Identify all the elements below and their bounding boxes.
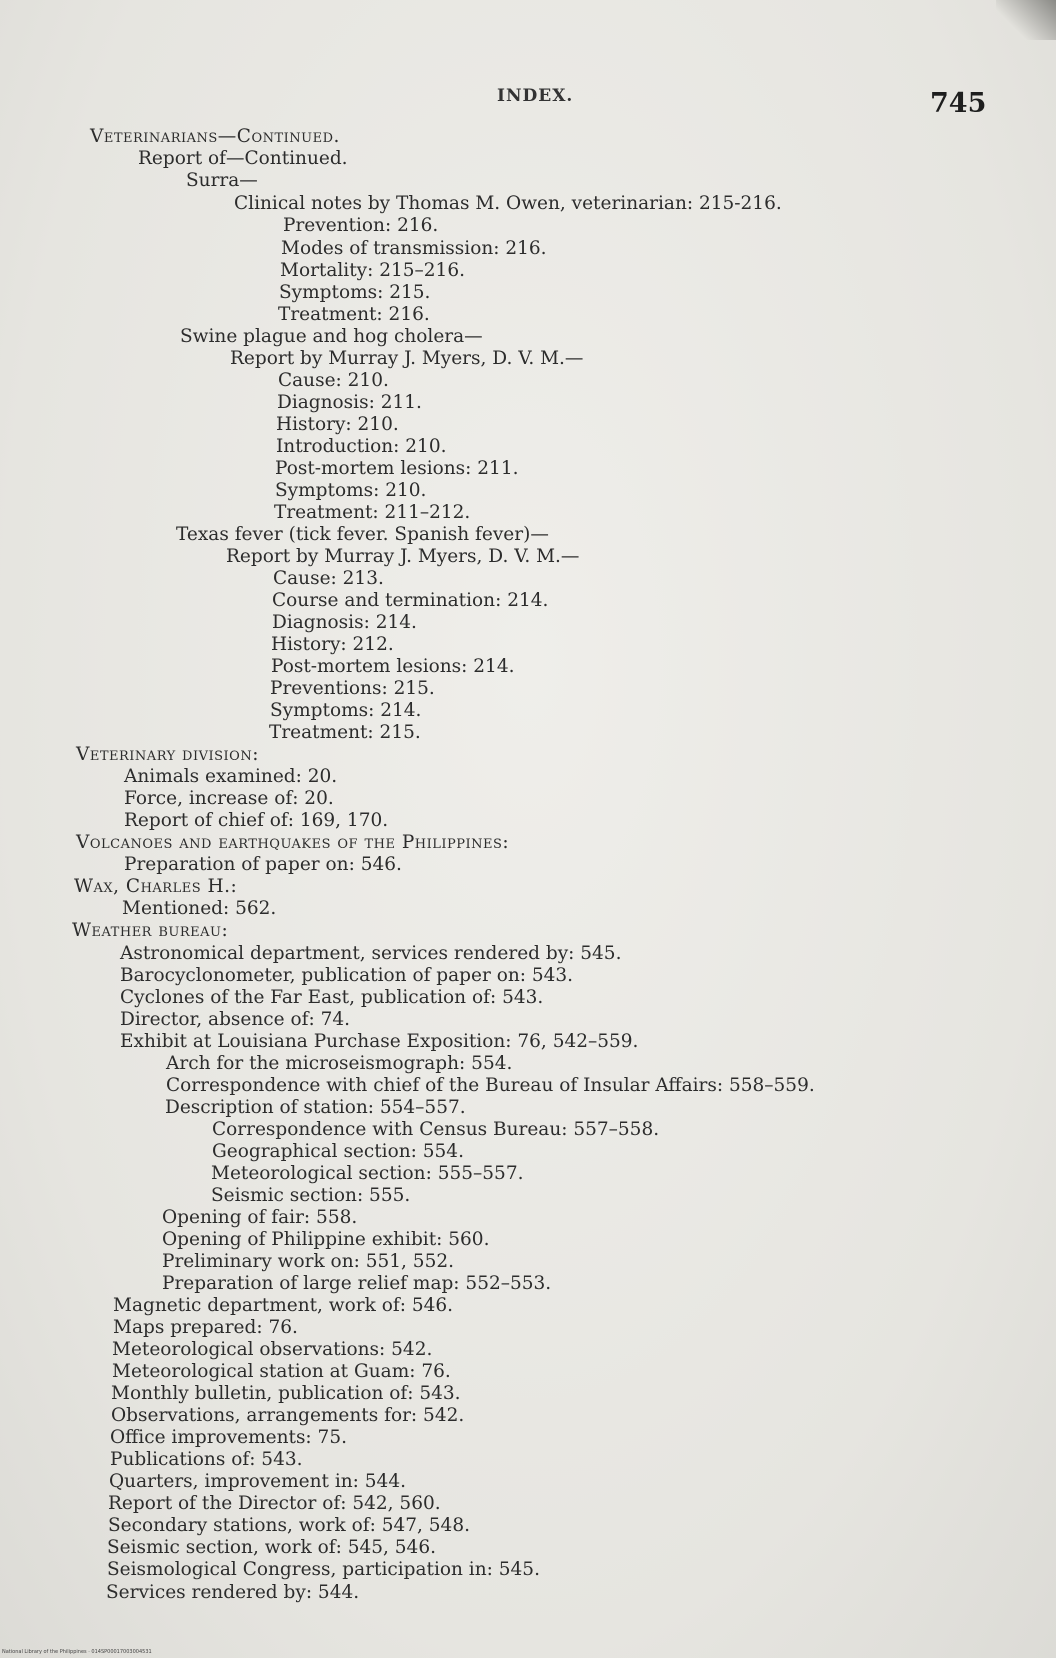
index-entry: Course and termination: 214. bbox=[272, 590, 549, 611]
index-entry: Preparation of large relief map: 552–553. bbox=[162, 1273, 552, 1294]
index-entry: Meteorological station at Guam: 76. bbox=[112, 1361, 451, 1382]
index-entry: Mortality: 215–216. bbox=[280, 260, 465, 281]
index-subheading: Swine plague and hog cholera— bbox=[180, 326, 483, 347]
index-entry: Cyclones of the Far East, publication of: 543. bbox=[120, 987, 544, 1008]
index-entry: Report of chief of: 169, 170. bbox=[124, 810, 389, 831]
index-subheading: Report of—Continued. bbox=[138, 148, 348, 169]
running-head: INDEX. bbox=[497, 86, 574, 106]
index-entry: Astronomical department, services rendered by: 545. bbox=[120, 943, 622, 964]
index-entry: Preventions: 215. bbox=[270, 678, 435, 699]
index-entry: Observations, arrangements for: 542. bbox=[111, 1405, 465, 1426]
index-entry: Meteorological section: 555–557. bbox=[211, 1163, 524, 1184]
index-entry: Geographical section: 554. bbox=[212, 1141, 464, 1162]
index-entry: Correspondence with chief of the Bureau of Insular Affairs: 558–559. bbox=[166, 1075, 815, 1096]
index-entry: Cause: 213. bbox=[273, 568, 384, 589]
index-entry: Post-mortem lesions: 211. bbox=[275, 458, 519, 479]
index-entry: Arch for the microseismograph: 554. bbox=[166, 1053, 513, 1074]
index-entry: Seismic section, work of: 545, 546. bbox=[107, 1537, 436, 1558]
index-entry: Introduction: 210. bbox=[276, 436, 447, 457]
index-entry: Maps prepared: 76. bbox=[113, 1317, 298, 1338]
index-entry: Opening of Philippine exhibit: 560. bbox=[162, 1229, 490, 1250]
index-entry: Post-mortem lesions: 214. bbox=[271, 656, 515, 677]
index-entry: Force, increase of: 20. bbox=[124, 788, 334, 809]
index-entry: Services rendered by: 544. bbox=[106, 1582, 360, 1603]
index-entry: Diagnosis: 214. bbox=[272, 612, 417, 633]
footer-credit: National Library of the Philippines · 014SP00017003004531 bbox=[2, 1649, 152, 1655]
index-entry: Preliminary work on: 551, 552. bbox=[162, 1251, 454, 1272]
index-entry: Director, absence of: 74. bbox=[120, 1009, 350, 1030]
index-entry: Report by Murray J. Myers, D. V. M.— bbox=[226, 546, 580, 567]
index-entry: Description of station: 554–557. bbox=[165, 1097, 466, 1118]
page-corner-shadow bbox=[996, 0, 1056, 40]
index-entry: Report of the Director of: 542, 560. bbox=[108, 1493, 441, 1514]
index-entry: Prevention: 216. bbox=[283, 215, 439, 236]
index-entry: Modes of transmission: 216. bbox=[281, 238, 547, 259]
index-entry: Symptoms: 214. bbox=[270, 700, 422, 721]
index-entry: Mentioned: 562. bbox=[122, 898, 277, 919]
index-entry: Quarters, improvement in: 544. bbox=[109, 1471, 406, 1492]
index-subheading: Texas fever (tick fever. Spanish fever)— bbox=[176, 524, 549, 545]
index-heading: Veterinary division: bbox=[76, 744, 259, 765]
index-entry: Exhibit at Louisiana Purchase Exposition: 76, 542–559. bbox=[120, 1031, 639, 1052]
index-heading: Wax, Charles H.: bbox=[74, 876, 238, 897]
index-entry: Meteorological observations: 542. bbox=[112, 1339, 433, 1360]
index-entry: Clinical notes by Thomas M. Owen, veterinarian: 215-216. bbox=[234, 193, 782, 214]
index-entry: Cause: 210. bbox=[278, 370, 389, 391]
index-heading: Volcanoes and earthquakes of the Philippines: bbox=[76, 832, 510, 853]
index-entry: History: 210. bbox=[276, 414, 399, 435]
index-entry: Correspondence with Census Bureau: 557–558. bbox=[212, 1119, 660, 1140]
index-heading: Weather bureau: bbox=[72, 920, 229, 941]
index-entry: Report by Murray J. Myers, D. V. M.— bbox=[230, 348, 584, 369]
index-entry: Treatment: 215. bbox=[269, 722, 421, 743]
index-entry: Treatment: 211–212. bbox=[274, 502, 471, 523]
index-entry: Diagnosis: 211. bbox=[277, 392, 422, 413]
index-entry: Seismological Congress, participation in: 545. bbox=[107, 1559, 540, 1580]
index-entry: Animals examined: 20. bbox=[124, 766, 338, 787]
index-entry: Opening of fair: 558. bbox=[162, 1207, 358, 1228]
index-entry: Symptoms: 210. bbox=[275, 480, 427, 501]
index-entry: Preparation of paper on: 546. bbox=[124, 854, 402, 875]
index-entry: Treatment: 216. bbox=[278, 304, 430, 325]
index-entry: Magnetic department, work of: 546. bbox=[113, 1295, 454, 1316]
index-entry: Seismic section: 555. bbox=[211, 1185, 411, 1206]
index-heading: Veterinarians—Continued. bbox=[90, 126, 340, 147]
page-number: 745 bbox=[930, 88, 987, 119]
index-entry: Office improvements: 75. bbox=[110, 1427, 347, 1448]
index-entry: Symptoms: 215. bbox=[279, 282, 431, 303]
index-entry: Publications of: 543. bbox=[110, 1449, 303, 1470]
index-subheading: Surra— bbox=[186, 170, 258, 191]
index-entry: Monthly bulletin, publication of: 543. bbox=[111, 1383, 461, 1404]
index-entry: Barocyclonometer, publication of paper on: 543. bbox=[120, 965, 574, 986]
index-entry: History: 212. bbox=[271, 634, 394, 655]
index-entry: Secondary stations, work of: 547, 548. bbox=[108, 1515, 470, 1536]
